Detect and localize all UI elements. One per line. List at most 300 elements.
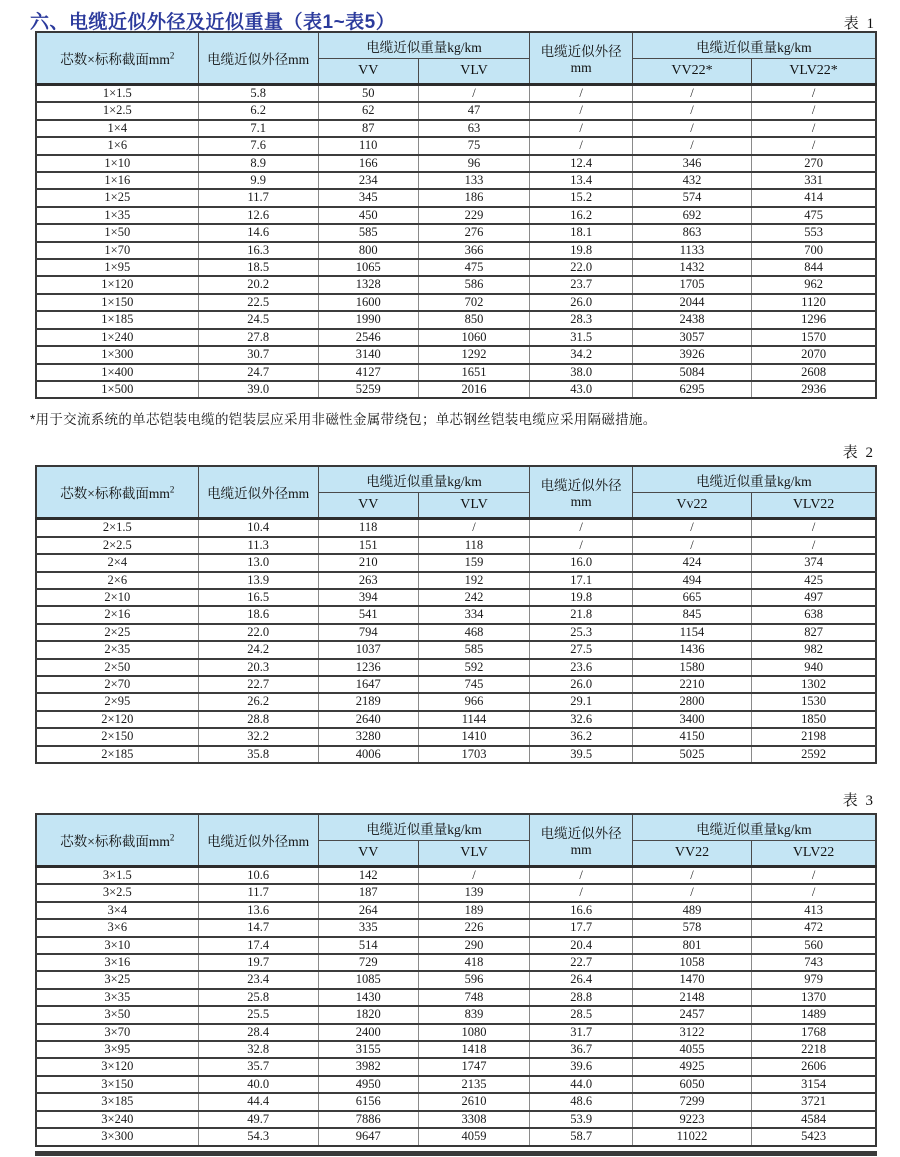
table-cell: / — [632, 537, 751, 554]
table-cell: 1703 — [418, 746, 530, 763]
table-cell: 75 — [418, 137, 530, 154]
table-row — [36, 85, 876, 103]
table-cell: 210 — [318, 554, 418, 571]
table-cell: 3280 — [318, 728, 418, 745]
table-cell: 110 — [318, 137, 418, 154]
table-cell: 1328 — [318, 276, 418, 293]
table-cell: 189 — [418, 902, 530, 919]
table-cell: / — [632, 120, 751, 137]
table-cell: 665 — [632, 589, 751, 606]
table-cell: 2606 — [752, 1058, 876, 1075]
table-cell: 2800 — [632, 693, 751, 710]
table-cell: 560 — [752, 937, 876, 954]
table-cell: 578 — [632, 919, 751, 936]
table-cell: 1820 — [318, 1006, 418, 1023]
table-cell: / — [632, 102, 751, 119]
table-cell: 729 — [318, 954, 418, 971]
table-cell: 2×6 — [36, 572, 198, 589]
table-cell: 4584 — [752, 1111, 876, 1128]
table-cell: 6050 — [632, 1076, 751, 1093]
table-cell: 3×300 — [36, 1128, 198, 1145]
table-row — [36, 954, 876, 971]
table-cell: 16.2 — [530, 207, 632, 224]
table-cell: / — [418, 519, 530, 537]
table-cell: 331 — [752, 172, 876, 189]
table-cell: 1120 — [752, 294, 876, 311]
table-cell: 47 — [418, 102, 530, 119]
table-row — [36, 189, 876, 206]
table-cell: 940 — [752, 659, 876, 676]
table-cell: 638 — [752, 606, 876, 623]
title-row — [0, 0, 900, 33]
table-row — [36, 1041, 876, 1058]
table-cell: 1410 — [418, 728, 530, 745]
table-cell: 702 — [418, 294, 530, 311]
table-cell: 5259 — [318, 381, 418, 398]
table-cell: 24.2 — [198, 641, 318, 658]
table-cell: 414 — [752, 189, 876, 206]
table-cell: 2438 — [632, 311, 751, 328]
col-header-vlv22: VLV22 — [752, 841, 876, 867]
footnote: *用于交流系统的单芯铠装电缆的铠装层应采用非磁性金属带绕包；单芯钢丝铠装电缆应采用隔磁措施。 — [30, 412, 657, 428]
table-cell: 25.8 — [198, 989, 318, 1006]
col-header-vv22: Vv22 — [632, 493, 751, 519]
table-cell: 1430 — [318, 989, 418, 1006]
table-cell: 11.3 — [198, 537, 318, 554]
table-cell: 133 — [418, 172, 530, 189]
table-cell: 13.4 — [530, 172, 632, 189]
table-cell: 585 — [418, 641, 530, 658]
table-row — [36, 346, 876, 363]
table-cell: 192 — [418, 572, 530, 589]
table-cell: 692 — [632, 207, 751, 224]
col-header-weight-left: 电缆近似重量kg/km — [318, 32, 530, 59]
table-cell: 585 — [318, 224, 418, 241]
table-row — [36, 1076, 876, 1093]
table-cell: 14.6 — [198, 224, 318, 241]
table-cell: 229 — [418, 207, 530, 224]
table-row — [36, 1024, 876, 1041]
table-cell: 1530 — [752, 693, 876, 710]
table-cell: / — [530, 102, 632, 119]
table-cell: 966 — [418, 693, 530, 710]
table-cell: 3×70 — [36, 1024, 198, 1041]
table-cell: 15.2 — [530, 189, 632, 206]
table-cell: / — [632, 884, 751, 901]
table-cell: 12.6 — [198, 207, 318, 224]
table-cell: 6156 — [318, 1093, 418, 1110]
table-cell: 226 — [418, 919, 530, 936]
table-cell: 592 — [418, 659, 530, 676]
table-cell: 28.4 — [198, 1024, 318, 1041]
table-cell: 2189 — [318, 693, 418, 710]
table-cell: / — [530, 120, 632, 137]
table-cell: 2×95 — [36, 693, 198, 710]
table-cell: 1058 — [632, 954, 751, 971]
table-cell: 3×4 — [36, 902, 198, 919]
table-cell: 5423 — [752, 1128, 876, 1145]
cable-table-1 — [35, 31, 877, 399]
table-cell: 32.6 — [530, 711, 632, 728]
table-cell: 2210 — [632, 676, 751, 693]
table-cell: 32.8 — [198, 1041, 318, 1058]
table-cell: 1570 — [752, 329, 876, 346]
table-cell: 22.0 — [530, 259, 632, 276]
table-row — [36, 1058, 876, 1075]
table-cell: 18.6 — [198, 606, 318, 623]
table3-label: 表 3 — [842, 793, 875, 809]
table-cell: 18.5 — [198, 259, 318, 276]
table-cell: 24.5 — [198, 311, 318, 328]
table-cell: 844 — [752, 259, 876, 276]
table-cell: 22.7 — [530, 954, 632, 971]
table-cell: 9.9 — [198, 172, 318, 189]
table-cell: 514 — [318, 937, 418, 954]
table-cell: 1×4 — [36, 120, 198, 137]
col-header-vlv22: VLV22* — [752, 59, 876, 85]
table-cell: 3×25 — [36, 971, 198, 988]
table-row — [36, 276, 876, 293]
table-row — [36, 137, 876, 154]
col-header-od-right: 电缆近似外径mm — [530, 32, 632, 85]
table-cell: 5025 — [632, 746, 751, 763]
table-cell: 21.8 — [530, 606, 632, 623]
table-cell: 19.8 — [530, 589, 632, 606]
col-header-vlv: VLV — [418, 841, 530, 867]
table-cell: 1296 — [752, 311, 876, 328]
table-cell: 17.4 — [198, 937, 318, 954]
table-cell: 270 — [752, 155, 876, 172]
table-cell: 2592 — [752, 746, 876, 763]
table-cell: 22.7 — [198, 676, 318, 693]
table-cell: 3122 — [632, 1024, 751, 1041]
table-row — [36, 641, 876, 658]
table-cell: 497 — [752, 589, 876, 606]
table-cell: 28.8 — [198, 711, 318, 728]
table-cell: / — [752, 884, 876, 901]
table-cell: 2457 — [632, 1006, 751, 1023]
table-cell: 44.0 — [530, 1076, 632, 1093]
table-row — [36, 711, 876, 728]
table-row — [36, 381, 876, 398]
table-row — [36, 120, 876, 137]
table-cell: / — [418, 867, 530, 885]
table-row — [36, 971, 876, 988]
table-cell: 35.8 — [198, 746, 318, 763]
table-cell: / — [752, 102, 876, 119]
table-cell: 450 — [318, 207, 418, 224]
table-row — [36, 676, 876, 693]
table-cell: 1037 — [318, 641, 418, 658]
table-row — [36, 624, 876, 641]
table-cell: 962 — [752, 276, 876, 293]
table-cell: 2135 — [418, 1076, 530, 1093]
col-header-weight-right: 电缆近似重量kg/km — [632, 814, 876, 841]
table-cell: 2×50 — [36, 659, 198, 676]
table-cell: 700 — [752, 242, 876, 259]
table-cell: 1580 — [632, 659, 751, 676]
table-cell: 187 — [318, 884, 418, 901]
table-row — [36, 867, 876, 885]
table-cell: / — [632, 519, 751, 537]
table-cell: 1×70 — [36, 242, 198, 259]
table-cell: 4950 — [318, 1076, 418, 1093]
table-cell: 3×10 — [36, 937, 198, 954]
table-cell: 1292 — [418, 346, 530, 363]
table-cell: 13.0 — [198, 554, 318, 571]
table-cell: 50 — [318, 85, 418, 103]
table-cell: 3×120 — [36, 1058, 198, 1075]
table-cell: 4150 — [632, 728, 751, 745]
table-cell: 586 — [418, 276, 530, 293]
table-cell: 44.4 — [198, 1093, 318, 1110]
table-cell: 31.7 — [530, 1024, 632, 1041]
table-row — [36, 589, 876, 606]
table-cell: 26.0 — [530, 294, 632, 311]
table-cell: 28.5 — [530, 1006, 632, 1023]
table-row — [36, 1111, 876, 1128]
table-cell: 3×1.5 — [36, 867, 198, 885]
table-cell: 748 — [418, 989, 530, 1006]
table-cell: 374 — [752, 554, 876, 571]
table-cell: 2×185 — [36, 746, 198, 763]
table-cell: 30.7 — [198, 346, 318, 363]
table-cell: 1×1.5 — [36, 85, 198, 103]
table-cell: 468 — [418, 624, 530, 641]
table-cell: 3×95 — [36, 1041, 198, 1058]
table-cell: 19.8 — [530, 242, 632, 259]
table-cell: 25.5 — [198, 1006, 318, 1023]
col-header-vv22: VV22 — [632, 841, 751, 867]
table-cell: 1×120 — [36, 276, 198, 293]
table-cell: 1470 — [632, 971, 751, 988]
col-header-core-size: 芯数×标称截面$mm^2$ — [36, 466, 198, 519]
table-cell: 14.7 — [198, 919, 318, 936]
table-cell: 11.7 — [198, 884, 318, 901]
table-cell: 27.8 — [198, 329, 318, 346]
table-row — [36, 519, 876, 537]
table-cell: 63 — [418, 120, 530, 137]
table-cell: 26.4 — [530, 971, 632, 988]
table-cell: 979 — [752, 971, 876, 988]
table-cell: 2×35 — [36, 641, 198, 658]
table-cell: 8.9 — [198, 155, 318, 172]
table-cell: 2218 — [752, 1041, 876, 1058]
table-cell: 20.4 — [530, 937, 632, 954]
table-cell: 3×150 — [36, 1076, 198, 1093]
table-cell: 3×50 — [36, 1006, 198, 1023]
table-cell: 5.8 — [198, 85, 318, 103]
table3-label-row — [0, 789, 900, 810]
table-cell: 4055 — [632, 1041, 751, 1058]
table-row — [36, 311, 876, 328]
table-cell: 11.7 — [198, 189, 318, 206]
table-cell: 23.6 — [530, 659, 632, 676]
table-cell: 1×50 — [36, 224, 198, 241]
table-row — [36, 572, 876, 589]
col-header-core-size: 芯数×标称截面$mm^2$ — [36, 814, 198, 867]
table-cell: 2608 — [752, 364, 876, 381]
table-cell: 6295 — [632, 381, 751, 398]
table-cell: 3×240 — [36, 1111, 198, 1128]
col-header-weight-left: 电缆近似重量kg/km — [318, 814, 530, 841]
table-cell: 1085 — [318, 971, 418, 988]
table-cell: 54.3 — [198, 1128, 318, 1145]
table-cell: 13.6 — [198, 902, 318, 919]
table-cell: 36.7 — [530, 1041, 632, 1058]
table-cell: 1236 — [318, 659, 418, 676]
col-header-weight-right: 电缆近似重量kg/km — [632, 466, 876, 493]
table-row — [36, 693, 876, 710]
table-cell: 4925 — [632, 1058, 751, 1075]
table-cell: 2148 — [632, 989, 751, 1006]
table-cell: 9647 — [318, 1128, 418, 1145]
table-cell: 2×4 — [36, 554, 198, 571]
table-cell: 335 — [318, 919, 418, 936]
table-row — [36, 746, 876, 763]
table-cell: 4006 — [318, 746, 418, 763]
table-cell: 1436 — [632, 641, 751, 658]
table-cell: 142 — [318, 867, 418, 885]
table-row — [36, 1093, 876, 1110]
table-cell: 366 — [418, 242, 530, 259]
table-cell: 334 — [418, 606, 530, 623]
table-cell: 5084 — [632, 364, 751, 381]
table-cell: 3×185 — [36, 1093, 198, 1110]
table-cell: 1432 — [632, 259, 751, 276]
table-cell: 242 — [418, 589, 530, 606]
table-cell: 3140 — [318, 346, 418, 363]
table-cell: 424 — [632, 554, 751, 571]
table2-label-row — [0, 441, 900, 462]
table-cell: 801 — [632, 937, 751, 954]
table-cell: 1144 — [418, 711, 530, 728]
table-cell: 489 — [632, 902, 751, 919]
table-cell: 26.2 — [198, 693, 318, 710]
table-body — [36, 85, 876, 399]
table-cell: / — [632, 85, 751, 103]
table-cell: 20.3 — [198, 659, 318, 676]
table-row — [36, 659, 876, 676]
table-row — [36, 606, 876, 623]
table-cell: 2546 — [318, 329, 418, 346]
table-cell: 4059 — [418, 1128, 530, 1145]
table-cell: 7.1 — [198, 120, 318, 137]
table-cell: 794 — [318, 624, 418, 641]
table-cell: 2016 — [418, 381, 530, 398]
table-cell: 3155 — [318, 1041, 418, 1058]
table-row — [36, 242, 876, 259]
table-cell: 1154 — [632, 624, 751, 641]
table-cell: 264 — [318, 902, 418, 919]
col-header-core-size: 芯数×标称截面$mm^2$ — [36, 32, 198, 85]
table-cell: 3400 — [632, 711, 751, 728]
table-row — [36, 554, 876, 571]
table-cell: 1370 — [752, 989, 876, 1006]
table-row — [36, 937, 876, 954]
table-cell: / — [752, 120, 876, 137]
table-cell: 1×16 — [36, 172, 198, 189]
table-cell: 1133 — [632, 242, 751, 259]
table-cell: 475 — [752, 207, 876, 224]
table-cell: 28.3 — [530, 311, 632, 328]
table-cell: 4127 — [318, 364, 418, 381]
table-cell: 87 — [318, 120, 418, 137]
table-row — [36, 294, 876, 311]
table-row — [36, 155, 876, 172]
table-cell: 472 — [752, 919, 876, 936]
table-cell: 2936 — [752, 381, 876, 398]
table-cell: 394 — [318, 589, 418, 606]
table-cell: / — [632, 137, 751, 154]
table-cell: 2×150 — [36, 728, 198, 745]
table-cell: 22.5 — [198, 294, 318, 311]
table-cell: 2×1.5 — [36, 519, 198, 537]
table-row — [36, 224, 876, 241]
table-cell: / — [530, 519, 632, 537]
col-header-weight-right: 电缆近似重量kg/km — [632, 32, 876, 59]
table-cell: 1×150 — [36, 294, 198, 311]
table-cell: 1418 — [418, 1041, 530, 1058]
table-cell: 494 — [632, 572, 751, 589]
table-cell: 16.0 — [530, 554, 632, 571]
table-cell: 574 — [632, 189, 751, 206]
table-cell: / — [530, 537, 632, 554]
table-cell: 1489 — [752, 1006, 876, 1023]
table-cell: 1850 — [752, 711, 876, 728]
table-row — [36, 989, 876, 1006]
table-cell: 345 — [318, 189, 418, 206]
col-header-od-left: 电缆近似外径mm — [198, 814, 318, 867]
table-cell: 418 — [418, 954, 530, 971]
table-cell: 3×16 — [36, 954, 198, 971]
table-cell: 1×10 — [36, 155, 198, 172]
table-cell: / — [418, 85, 530, 103]
col-header-vv22: VV22* — [632, 59, 751, 85]
table-cell: 6.2 — [198, 102, 318, 119]
col-header-vlv: VLV — [418, 493, 530, 519]
table-cell: 28.8 — [530, 989, 632, 1006]
cable-table-2 — [35, 465, 877, 764]
table-cell: 2198 — [752, 728, 876, 745]
table-cell: 96 — [418, 155, 530, 172]
table-cell: 23.7 — [530, 276, 632, 293]
table2-label: 表 2 — [842, 445, 875, 462]
table-cell: 1×35 — [36, 207, 198, 224]
table-cell: 39.6 — [530, 1058, 632, 1075]
table-cell: 11022 — [632, 1128, 751, 1145]
table-cell: / — [752, 85, 876, 103]
table-cell: 2×2.5 — [36, 537, 198, 554]
table-cell: 3×6 — [36, 919, 198, 936]
col-header-vv: VV — [318, 493, 418, 519]
table-row — [36, 1128, 876, 1145]
table-cell: 827 — [752, 624, 876, 641]
col-header-od-right: 电缆近似外径mm — [530, 814, 632, 867]
table-cell: 29.1 — [530, 693, 632, 710]
table-cell: / — [752, 137, 876, 154]
table-cell: 2610 — [418, 1093, 530, 1110]
table-cell: 159 — [418, 554, 530, 571]
table-cell: 166 — [318, 155, 418, 172]
table-cell: 38.0 — [530, 364, 632, 381]
table-cell: 151 — [318, 537, 418, 554]
table-cell: 2×10 — [36, 589, 198, 606]
col-header-od-left: 电缆近似外径mm — [198, 32, 318, 85]
table-cell: 34.2 — [530, 346, 632, 363]
table-cell: 16.5 — [198, 589, 318, 606]
table-cell: 20.2 — [198, 276, 318, 293]
